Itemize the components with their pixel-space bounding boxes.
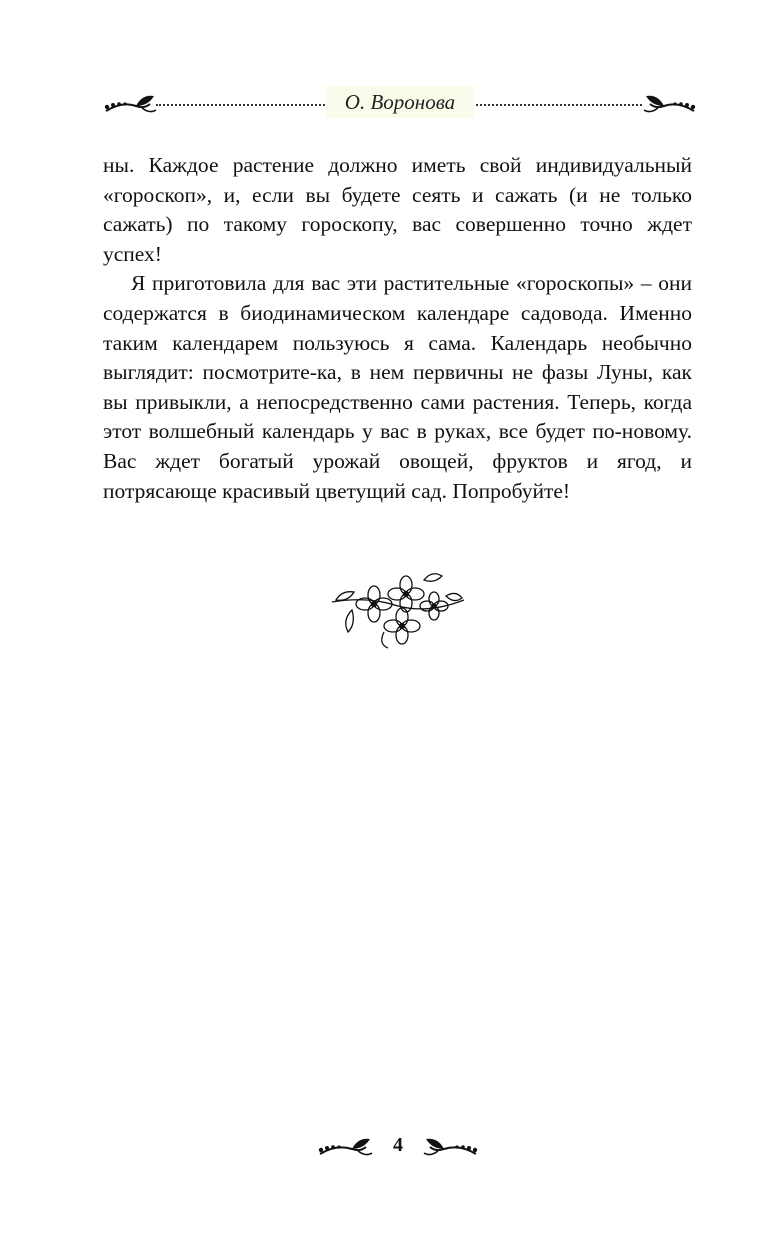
page-body	[103, 151, 692, 506]
flourish-vine-icon	[104, 92, 158, 116]
running-header	[104, 86, 696, 120]
flourish-vine-icon	[318, 1134, 374, 1160]
body-paragraph: Я приготовила для вас эти растительные «гороскопы» – они содержатся в биодинамическом календаре садовода. Именно таким календарем пользуюсь я сама. Календарь необычно выглядит: посмотрите-ка, в нем первичны не фазы Луны, как вы привыкли, а непосредственно сами растения. Теперь, когда этот волшебный календарь у вас в руках, все будет по-новому. Вас ждет богатый урожай овощей, фруктов и ягод, и потрясающе красивый цветущий сад. Попробуйте!	[103, 271, 692, 503]
flourish-vine-icon	[642, 92, 696, 116]
body-paragraph: ны. Каждое растение должно иметь свой индивидуальный «гороскоп», и, если вы будете сеять и сажать (и не только сажать) по такому гороскопу, вас совершенно точно ждет успех!	[103, 153, 692, 266]
page-footer	[318, 1132, 478, 1162]
header-author: О. Воронова	[326, 86, 474, 118]
header-dotted-rule-right	[476, 104, 642, 106]
flourish-vine-icon	[422, 1134, 478, 1160]
flower-sprig-icon	[328, 570, 468, 650]
page-number: 4	[393, 1134, 403, 1156]
